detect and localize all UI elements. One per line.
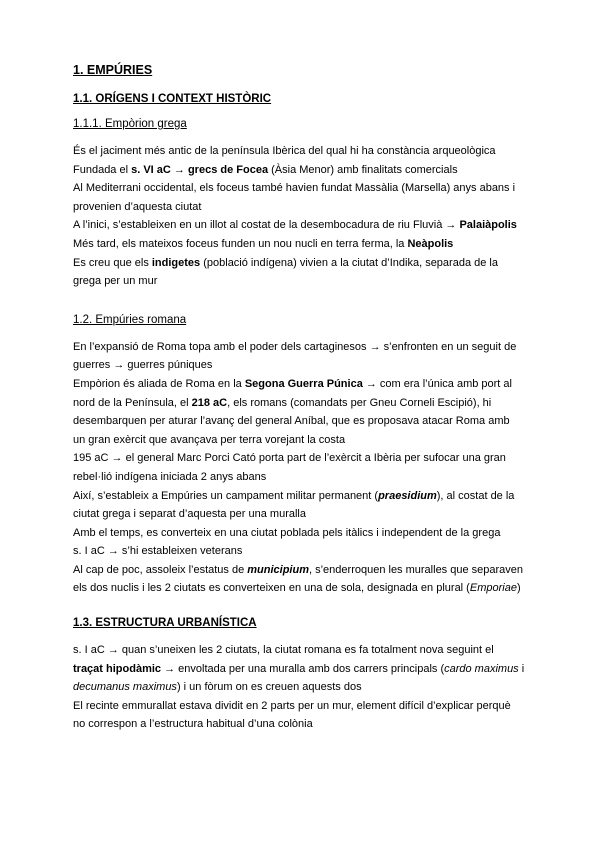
text-line: grega per un mur bbox=[73, 275, 158, 288]
heading-estructura-urbanistica: 1.3. ESTRUCTURA URBANÍSTICA bbox=[73, 617, 257, 630]
text-line: Al Mediterrani occidental, els foceus també havien fundat Massàlia (Marsella) anys abans i bbox=[73, 182, 516, 195]
text-line: Així, s’estableix a Empúries un campament militar permanent (praesidium), al costat de la bbox=[73, 489, 515, 502]
text-line: És el jaciment més antic de la península Ibèrica del qual hi ha constància arqueològica bbox=[73, 145, 496, 157]
paragraph-emporion-grega bbox=[73, 142, 533, 291]
text-line: guerres → guerres púniques bbox=[73, 359, 213, 372]
text-line: un gran exèrcit que avançava per terra vorejant la costa bbox=[73, 433, 346, 446]
heading-empuries: 1. EMPÚRIES bbox=[73, 63, 153, 77]
text-line: A l’inici, s’estableixen en un illot al costat de la desembocadura de riu Fluvià → Palaiàpolis bbox=[73, 219, 517, 232]
text-line: decumanus maximus) i un fòrum on es creuen aquests dos bbox=[73, 681, 362, 694]
text-line: rebel·lió indígena iniciada 2 anys abans bbox=[73, 470, 267, 483]
text-line: traçat hipodàmic → envoltada per una muralla amb dos carrers principals (cardo maximus i bbox=[73, 662, 525, 675]
paragraph-estructura-urbanistica bbox=[73, 641, 533, 734]
text-line: s. I aC → quan s’uneixen les 2 ciutats, la ciutat romana es fa totalment nova seguint el bbox=[73, 644, 494, 657]
text-line: provenien d’aquesta ciutat bbox=[73, 200, 202, 213]
document-page bbox=[73, 62, 533, 734]
text-line: Fundada el s. VI aC → grecs de Focea (Àsia Menor) amb finalitats comercials bbox=[73, 163, 458, 176]
text-line: Empòrion és aliada de Roma en la Segona Guerra Púnica → com era l’única amb port al bbox=[73, 377, 512, 390]
text-line: Més tard, els mateixos foceus funden un nou nucli en terra ferma, la Neàpolis bbox=[73, 237, 454, 250]
paragraph-empuries-romana bbox=[73, 338, 533, 598]
text-line: nord de la Península, el 218 aC, els romans (comandats per Gneu Corneli Escipió), hi bbox=[73, 396, 492, 409]
text-line: ciutat grega i separat d’aquesta per una muralla bbox=[73, 508, 306, 521]
text-line: 195 aC → el general Marc Porci Cató porta part de l’exèrcit a Ibèria per sufocar una gran bbox=[73, 452, 506, 465]
text-line: no correspon a l’estructura habitual d’una colònia bbox=[73, 718, 313, 731]
heading-empuries-romana: 1.2. Empúries romana bbox=[73, 313, 187, 326]
text-line: desembarquen per aturar l’avanç del general Aníbal, que es proposava atacar Roma amb bbox=[73, 415, 510, 428]
text-line: El recinte emmurallat estava dividit en 2 parts per un mur, element difícil d’explicar perquè bbox=[73, 699, 511, 712]
text-line: En l’expansió de Roma topa amb el poder dels cartaginesos → s’enfronten en un seguit de bbox=[73, 340, 517, 353]
heading-emporion-grega: 1.1.1. Empòrion grega bbox=[73, 118, 187, 130]
text-line: s. I aC → s’hi estableixen veterans bbox=[73, 545, 243, 558]
text-line: Amb el temps, es converteix en una ciutat poblada pels itàlics i independent de la grega bbox=[73, 526, 501, 539]
text-line: els dos nuclis i les 2 ciutats es converteixen en una de sola, designada en plural (Emporiae) bbox=[73, 582, 521, 595]
text-line: Es creu que els indigetes (població indígena) vivien a la ciutat d’Indika, separada de la bbox=[73, 256, 498, 269]
text-line: Al cap de poc, assoleix l’estatus de municipium, s’enderroquen les muralles que separaven bbox=[73, 563, 524, 576]
heading-origens: 1.1. ORÍGENS I CONTEXT HISTÒRIC bbox=[73, 93, 272, 105]
